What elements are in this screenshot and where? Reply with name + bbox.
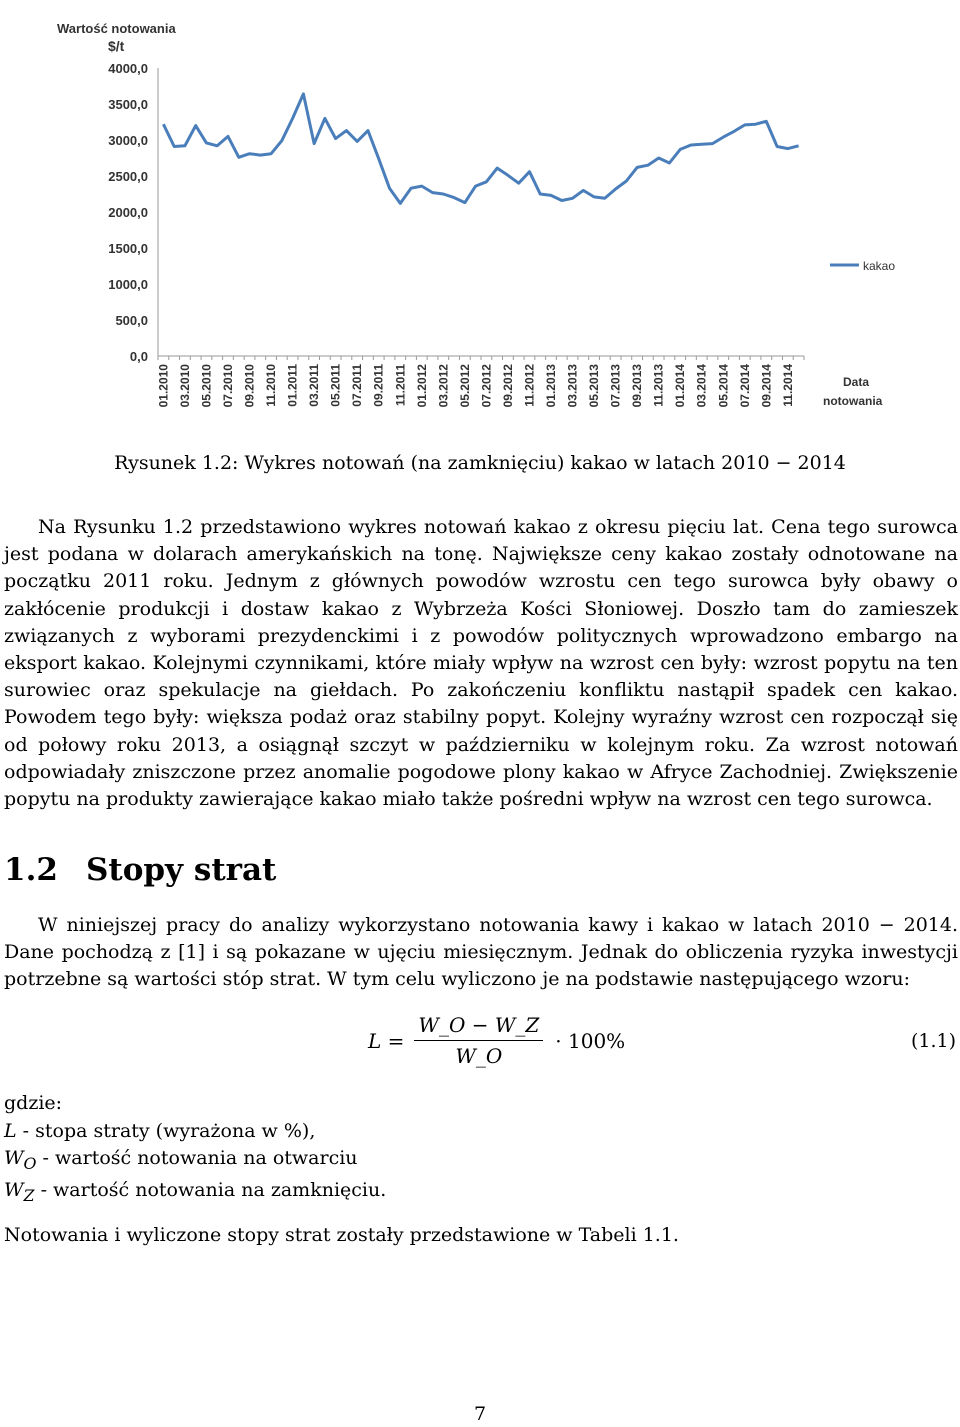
x-tick-label: 03.2013 [565, 364, 580, 408]
page-number: 7 [473, 1403, 487, 1425]
paragraph-table-reference: Notowania i wyliczone stopy strat zostały przedstawione w Tabeli 1.1. [4, 1224, 679, 1246]
x-tick-label: 09.2010 [242, 364, 257, 408]
x-tick-label: 07.2013 [608, 364, 623, 408]
x-tick-label: 07.2014 [737, 364, 752, 408]
paragraph-cocoa-description [4, 514, 958, 813]
x-tick-label: 09.2014 [759, 364, 774, 408]
x-axis-title-line1: Data [843, 375, 870, 389]
x-tick-label: 05.2011 [328, 364, 343, 407]
def-symbol: W [4, 1179, 24, 1202]
section-heading [4, 852, 276, 888]
x-tick-label: 09.2013 [630, 364, 645, 408]
definition-WZ [4, 1177, 386, 1209]
y-tick-label: 2500,0 [108, 169, 148, 184]
formula-denominator: W_O [455, 1044, 503, 1068]
x-tick-label: 07.2012 [479, 364, 494, 408]
def-subscript: O [23, 1153, 37, 1173]
def-text: - wartość notowania na zamknięciu. [34, 1179, 387, 1202]
x-tick-label: 09.2012 [500, 364, 515, 408]
series-line-kakao [163, 94, 798, 203]
x-tick-label: 05.2014 [716, 364, 731, 408]
x-tick-label: 11.2010 [264, 364, 279, 407]
y-tick-label: 3500,0 [108, 97, 148, 112]
series-group [163, 94, 798, 203]
paragraph-text: Na Rysunku 1.2 przedstawiono wykres notowań kakao z okresu pięciu lat. Cena tego surowca jest podana w dolarach amerykańskich na tonę. Największe ceny kakao zostały odnotowane na początku 2011 roku. Jednym z głównych powodów wzrostu cen tego surowca były obawy o zakłócenie produkcji i dostaw kakao z Wybrzeża Kości Słoniowej. Doszło tam do zamieszek związanych z wyborami prezydenckimi i z powodów politycznych wprowadzono embargo na eksport kakao. Kolejnymi czynnikami, które miały wpływ na wzrost cen były: wzrost popytu na ten surowiec oraz spekulacje na giełdach. Po zakończeniu konfliktu nastąpił spadek cen kakao. Powodem tego były: większa podaż oraz stabilny popyt. Kolejny wyraźny wzrost cen rozpoczął się od połowy roku 2013, a osiągnął szczyt w październiku w kolejnym roku. Za wzrost notowań odpowiadały zniszczone przez anomalie pogodowe plony kakao w Afryce Zachodniej. Zwiększenie popytu na produkty zawierające kakao miało także pośredni wpływ na wzrost cen tego surowca. [4, 516, 958, 811]
y-tick-label: 500,0 [115, 313, 148, 328]
formula-rhs: · 100% [555, 1028, 626, 1053]
x-tick-label: 07.2010 [220, 364, 235, 408]
y-tick-label: 1500,0 [108, 241, 148, 256]
section-number: 1.2 [4, 852, 58, 888]
x-tick-label: 03.2011 [307, 364, 322, 407]
definition-WO [4, 1145, 386, 1177]
definitions-intro: gdzie: [4, 1092, 63, 1114]
y-tick-label: 2000,0 [108, 205, 148, 220]
x-tick-label: 11.2011 [393, 364, 408, 407]
formula-lhs: L = [368, 1028, 405, 1053]
x-tick-label: 11.2012 [522, 364, 537, 407]
x-tick-label: 09.2011 [371, 364, 386, 407]
y-tick-label: 4000,0 [108, 61, 148, 76]
x-tick-label: 05.2012 [457, 364, 472, 408]
cocoa-price-chart [0, 0, 960, 430]
def-subscript: Z [23, 1186, 35, 1206]
paragraph-text: W niniejszej pracy do analizy wykorzystano notowania kawy i kakao w latach 2010 − 2014. Dane pochodzą z [1] i są pokazane w ujęciu miesięcznym. Jednak do obliczenia ryzyka inwestycji potrzebne są wartości stóp strat. W tym celu wyliczono je na podstawie następującego wzoru: [4, 914, 958, 991]
x-axis-title-line2: notowania [823, 394, 883, 408]
def-symbol: W [4, 1147, 24, 1169]
x-tick-label: 05.2013 [587, 364, 602, 408]
x-tick-label: 11.2014 [780, 364, 795, 407]
formula-fraction [414, 1013, 543, 1068]
x-axis-ticks [156, 356, 804, 407]
x-tick-label: 03.2010 [177, 364, 192, 408]
def-symbol: L [4, 1119, 17, 1142]
symbol-definitions [4, 1090, 386, 1210]
y-tick-label: 3000,0 [108, 133, 148, 148]
equation-number: (1.1) [910, 1030, 956, 1052]
x-tick-label: 03.2014 [694, 364, 709, 408]
section-title: Stopy strat [86, 852, 277, 888]
y-axis-title-line1: Wartość notowania [57, 21, 176, 36]
fraction-bar [414, 1040, 543, 1041]
x-tick-label: 07.2011 [350, 364, 365, 407]
x-tick-label: 01.2010 [156, 364, 171, 408]
x-tick-label: 01.2012 [414, 364, 429, 408]
x-tick-label: 01.2011 [285, 364, 300, 407]
y-tick-label: 1000,0 [108, 277, 148, 292]
x-tick-label: 01.2013 [543, 364, 558, 408]
y-axis-title-line2: $/t [108, 38, 125, 54]
def-text: - wartość notowania na otwarciu [36, 1147, 358, 1169]
y-axis-ticks [108, 61, 148, 364]
paragraph-method [4, 912, 958, 994]
legend-label: kakao [863, 259, 896, 273]
x-tick-label: 11.2013 [651, 364, 666, 407]
formula-numerator: W_O − W_Z [418, 1013, 540, 1037]
x-tick-label: 01.2014 [673, 364, 688, 408]
x-tick-label: 03.2012 [436, 364, 451, 408]
def-text: - stopa straty (wyrażona w %), [16, 1119, 316, 1142]
y-tick-label: 0,0 [129, 349, 148, 364]
loss-rate-formula [368, 1013, 625, 1068]
figure-caption: Rysunek 1.2: Wykres notowań (na zamknięciu) kakao w latach 2010 − 2014 [114, 452, 846, 474]
x-tick-label: 05.2010 [199, 364, 214, 408]
definition-L [4, 1118, 386, 1146]
